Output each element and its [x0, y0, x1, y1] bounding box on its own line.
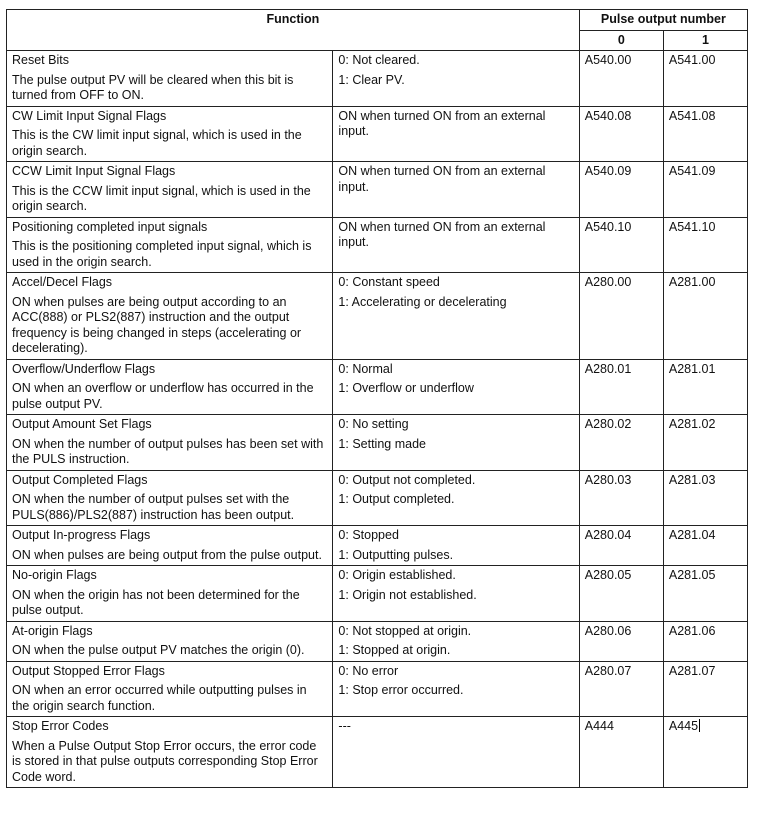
flag-name: Output Stopped Error Flags: [12, 663, 165, 678]
function-cell: [7, 359, 333, 415]
function-cell: [7, 273, 333, 360]
setting-value: 0: Origin established.: [338, 568, 456, 582]
setting-value: 1: Stop error occurred.: [338, 683, 464, 697]
flag-description: ON when an error occurred while outputting pulses in the origin search function.: [12, 683, 307, 713]
setting-value: 0: No setting: [338, 417, 409, 431]
address-text: A445: [668, 719, 699, 733]
flag-name: Output In-progress Flags: [12, 528, 151, 542]
address-output-0: [579, 359, 663, 415]
setting-value: ON when turned ON from an external input.: [338, 164, 546, 194]
flag-description: ON when the pulse output PV matches the origin (0).: [12, 643, 305, 657]
flag-name: CCW Limit Input Signal Flags: [12, 164, 176, 178]
address-output-1: [663, 217, 747, 273]
flag-name: Stop Error Codes: [12, 719, 109, 733]
function-cell: [7, 470, 333, 526]
function-cell: [7, 621, 333, 661]
address-text: A280.02: [584, 417, 632, 431]
settings-cell: [333, 526, 579, 566]
table-row: [7, 106, 748, 162]
flag-description: ON when the number of output pulses has been set with the PULS instruction.: [12, 436, 324, 466]
address-text: A540.09: [584, 164, 632, 178]
flag-description: The pulse output PV will be cleared when this bit is turned from OFF to ON.: [12, 72, 294, 102]
setting-value: 0: Output not completed.: [338, 472, 476, 487]
setting-value: 0: No error: [338, 663, 399, 678]
flag-name: Reset Bits: [12, 53, 69, 67]
address-output-1: [663, 717, 747, 788]
address-text: A280.07: [584, 663, 632, 678]
table-row: [7, 470, 748, 526]
address-text: A281.04: [668, 528, 716, 542]
flag-name: No-origin Flags: [12, 568, 97, 582]
address-output-1: [663, 415, 747, 471]
table-row: [7, 526, 748, 566]
address-text: A280.00: [584, 275, 632, 289]
table-row: [7, 717, 748, 788]
setting-value: 1: Overflow or underflow: [338, 381, 474, 395]
address-text: A281.02: [668, 417, 716, 431]
flag-name: At-origin Flags: [12, 623, 93, 638]
flag-description: ON when pulses are being output according to an ACC(888) or PLS2(887) instruction and the output frequency is being changed in steps (accelerating or decelerating).: [12, 294, 302, 355]
settings-cell: [333, 162, 579, 218]
address-text: A444: [584, 719, 614, 733]
table-row: [7, 51, 748, 107]
settings-cell: [333, 217, 579, 273]
address-text: A281.01: [668, 361, 716, 376]
function-cell: [7, 526, 333, 566]
address-output-1: [663, 661, 747, 717]
flag-name: Output Completed Flags: [12, 472, 148, 487]
address-text: A280.03: [584, 472, 632, 487]
table-row: [7, 162, 748, 218]
function-cell: [7, 566, 333, 622]
flag-name: Positioning completed input signals: [12, 219, 208, 234]
settings-cell: [333, 359, 579, 415]
address-text: A541.09: [668, 164, 716, 178]
setting-value: 1: Setting made: [338, 436, 426, 451]
setting-value: 0: Stopped: [338, 528, 399, 542]
setting-value: ON when turned ON from an external input.: [338, 219, 546, 249]
address-output-0: [579, 470, 663, 526]
setting-value: 1: Output completed.: [338, 492, 455, 506]
setting-value: 1: Outputting pulses.: [338, 547, 454, 562]
pulse-output-0-header: 0: [579, 30, 663, 51]
settings-cell: [333, 106, 579, 162]
address-text: A541.00: [668, 53, 716, 67]
address-text: A280.06: [584, 623, 632, 638]
address-text: A281.05: [668, 568, 716, 582]
flag-description: ON when the origin has not been determined for the pulse output.: [12, 587, 300, 617]
address-output-1: [663, 566, 747, 622]
address-text: A281.00: [668, 275, 716, 289]
function-cell: [7, 162, 333, 218]
settings-cell: [333, 661, 579, 717]
function-cell: [7, 717, 333, 788]
address-text: A280.04: [584, 528, 632, 542]
flag-name: Overflow/Underflow Flags: [12, 361, 156, 376]
address-text: A540.00: [584, 53, 632, 67]
pulse-output-1-header: 1: [663, 30, 747, 51]
flag-description: This is the CW limit input signal, which is used in the origin search.: [12, 128, 302, 158]
address-output-1: [663, 526, 747, 566]
function-cell: [7, 415, 333, 471]
address-text: A281.06: [668, 623, 716, 638]
address-text: A541.10: [668, 219, 716, 234]
pulse-output-number-header: Pulse output number: [579, 10, 747, 31]
address-output-0: [579, 217, 663, 273]
setting-value: 1: Accelerating or decelerating: [338, 294, 507, 309]
flag-description: ON when the number of output pulses set with the PULS(886)/PLS2(887) instruction has been output.: [12, 492, 295, 522]
address-output-1: [663, 621, 747, 661]
address-output-1: [663, 359, 747, 415]
setting-value: 0: Not stopped at origin.: [338, 623, 472, 638]
address-text: A540.10: [584, 219, 632, 234]
flag-description: ON when an overflow or underflow has occurred in the pulse output PV.: [12, 381, 314, 411]
address-output-0: [579, 661, 663, 717]
address-output-1: [663, 162, 747, 218]
address-output-0: [579, 273, 663, 360]
address-output-1: [663, 273, 747, 360]
settings-cell: [333, 470, 579, 526]
address-text: A280.01: [584, 361, 632, 376]
address-text: A540.08: [584, 108, 632, 123]
table-row: [7, 661, 748, 717]
address-output-0: [579, 51, 663, 107]
flag-description: This is the positioning completed input signal, which is used in the origin search.: [12, 239, 312, 269]
function-cell: [7, 106, 333, 162]
function-cell: [7, 661, 333, 717]
flag-description: This is the CCW limit input signal, which is used in the origin search.: [12, 183, 311, 213]
address-output-0: [579, 106, 663, 162]
address-output-0: [579, 415, 663, 471]
setting-value: 0: Constant speed: [338, 275, 440, 289]
address-output-0: [579, 621, 663, 661]
address-output-0: [579, 566, 663, 622]
address-text: A280.05: [584, 568, 632, 582]
settings-cell: [333, 51, 579, 107]
settings-cell: [333, 415, 579, 471]
flag-name: CW Limit Input Signal Flags: [12, 108, 167, 123]
setting-value: 0: Not cleared.: [338, 53, 420, 67]
address-text: A281.07: [668, 663, 716, 678]
table-row: [7, 415, 748, 471]
address-output-1: [663, 470, 747, 526]
function-header: Function: [7, 10, 580, 51]
table-row: [7, 621, 748, 661]
table-row: [7, 273, 748, 360]
address-output-0: [579, 526, 663, 566]
setting-value: ---: [338, 719, 351, 733]
table-row: [7, 566, 748, 622]
address-text: A281.03: [668, 472, 716, 487]
settings-cell: [333, 273, 579, 360]
function-cell: [7, 51, 333, 107]
flag-name: Output Amount Set Flags: [12, 417, 152, 431]
setting-value: 1: Origin not established.: [338, 587, 477, 602]
function-cell: [7, 217, 333, 273]
address-text: A541.08: [668, 108, 716, 123]
flag-name: Accel/Decel Flags: [12, 275, 113, 289]
setting-value: ON when turned ON from an external input.: [338, 108, 546, 138]
address-output-1: [663, 51, 747, 107]
setting-value: 1: Clear PV.: [338, 72, 405, 87]
table-row: [7, 217, 748, 273]
address-output-1: [663, 106, 747, 162]
text-cursor: [699, 719, 700, 732]
setting-value: 0: Normal: [338, 361, 393, 376]
table-row: [7, 359, 748, 415]
flag-description: ON when pulses are being output from the pulse output.: [12, 547, 322, 562]
settings-cell: [333, 717, 579, 788]
header-row: [7, 10, 748, 31]
setting-value: 1: Stopped at origin.: [338, 643, 451, 657]
document-page: [6, 9, 748, 788]
address-output-0: [579, 717, 663, 788]
address-output-0: [579, 162, 663, 218]
settings-cell: [333, 566, 579, 622]
table-body: [7, 51, 748, 788]
flag-description: When a Pulse Output Stop Error occurs, the error code is stored in that pulse outputs corresponding Stop Error Code word.: [12, 738, 318, 784]
pulse-output-table: [6, 9, 748, 788]
settings-cell: [333, 621, 579, 661]
